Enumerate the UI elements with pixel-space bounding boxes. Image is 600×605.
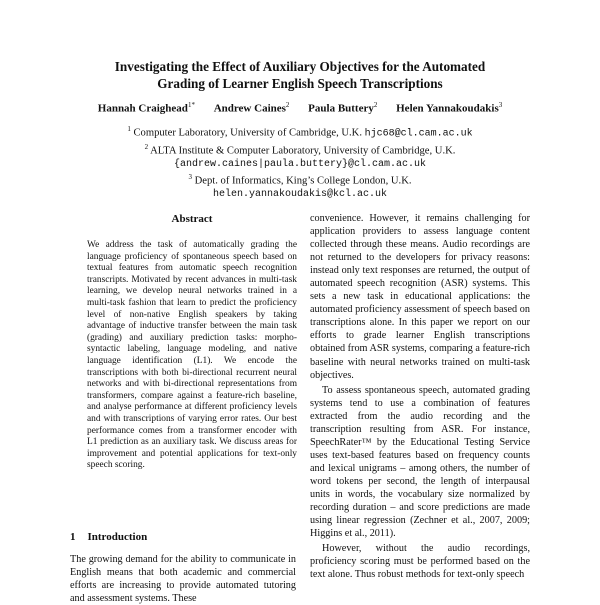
author-list	[40, 98, 560, 116]
affiliation-2: $^2$ ALTA Institute & Computer Laboratory, University of Cambridge, U.K.	[144, 142, 456, 157]
email-link[interactable]: hjc68@cl.cam.ac.uk	[364, 128, 473, 140]
introduction-text: The growing demand for the ability to communicate in English means that both academic and commercial efforts are increasing to provide automated tutoring and assessment systems. These	[70, 554, 296, 604]
section-number: 1	[70, 531, 76, 543]
affiliation-3: $^3$ Dept. of Informatics, King’s College London, U.K.	[188, 172, 412, 187]
author: Hannah Craighead$^{1*}$	[97, 101, 195, 115]
right-column	[310, 212, 530, 581]
abstract-text: We address the task of automatically grading the language proficiency of spontaneous speech based on textual features from automatic speech recognition transcripts. Motivated by recent advances in multi-task learning, we develop neural networks trained in a multi-task fashion that learn to predict the proficiency level of non-native English speakers by taking advantage of inductive transfer between the main task (grading) and auxiliary prediction tasks: morpho-syntactic labeling, language modeling, and native language identification (L1). We encode the transcriptions with both bi-directional recurrent neural networks and with bi-directional representations from transformers, compare against a feature-rich baseline, and analyse performance at different proficiency levels and with transcriptions of varying error rates. Our best performance comes from a transformer encoder with L1 prediction as an auxiliary task. We discuss areas for improvement and potential applications for text-only speech scoring.	[87, 240, 297, 471]
author: Paula Buttery$^2$	[308, 101, 378, 115]
author: Helen Yannakoudakis$^3$	[396, 101, 503, 115]
paper-title	[60, 58, 540, 92]
title-line-2: Grading of Learner English Speech Transcriptions	[157, 76, 443, 91]
introduction-heading	[70, 531, 147, 543]
email-link[interactable]: {andrew.caines|paula.buttery}@cl.cam.ac.uk	[173, 158, 427, 170]
affiliations	[40, 123, 560, 201]
paragraph: However, without the audio recordings, proficiency scoring must be performed based on the text alone. Thus robust methods for text-only speech	[310, 543, 530, 581]
paragraph: convenience. However, it remains challenging for application providers to assess language content collected through these means. Audio recordings are not returned to the developers for privacy reasons: instead only text responses are returned, the output of automated speech recognition (ASR) systems. This sets a new task in educational applications: the automated proficiency assessment of speech based on transcriptions alone. In this paper we report on our efforts to grade learner English transcriptions obtained from ASR systems, comparing a feature-rich baseline with neural networks trained on multi-task objectives.	[310, 213, 530, 381]
author: Andrew Caines$^2$	[213, 101, 290, 115]
affiliation-1: $^1$ Computer Laboratory, University of Cambridge, U.K. hjc68@cl.cam.ac.uk	[127, 125, 473, 140]
section-title: Introduction	[87, 531, 148, 543]
title-line-1: Investigating the Effect of Auxiliary Objectives for the Automated	[114, 59, 486, 74]
email-link[interactable]: helen.yannakoudakis@kcl.ac.uk	[212, 188, 388, 200]
abstract-section	[87, 212, 297, 472]
paragraph: To assess spontaneous speech, automated grading systems tend to use a combination of features extracted from the audio recording and the transcription resulting from ASR. For instance, SpeechRater™ by the Educational Testing Service uses text-based features based on frequency counts and lexical unigrams – among others, the number of word tokens per second, the length of interpausal units in words, the vocabulary size normalized by recording duration – and score predictions are made using linear regression (Zechner et al., 2007, 2009; Higgins et al., 2011).	[310, 384, 530, 540]
abstract-heading: Abstract	[171, 213, 213, 225]
